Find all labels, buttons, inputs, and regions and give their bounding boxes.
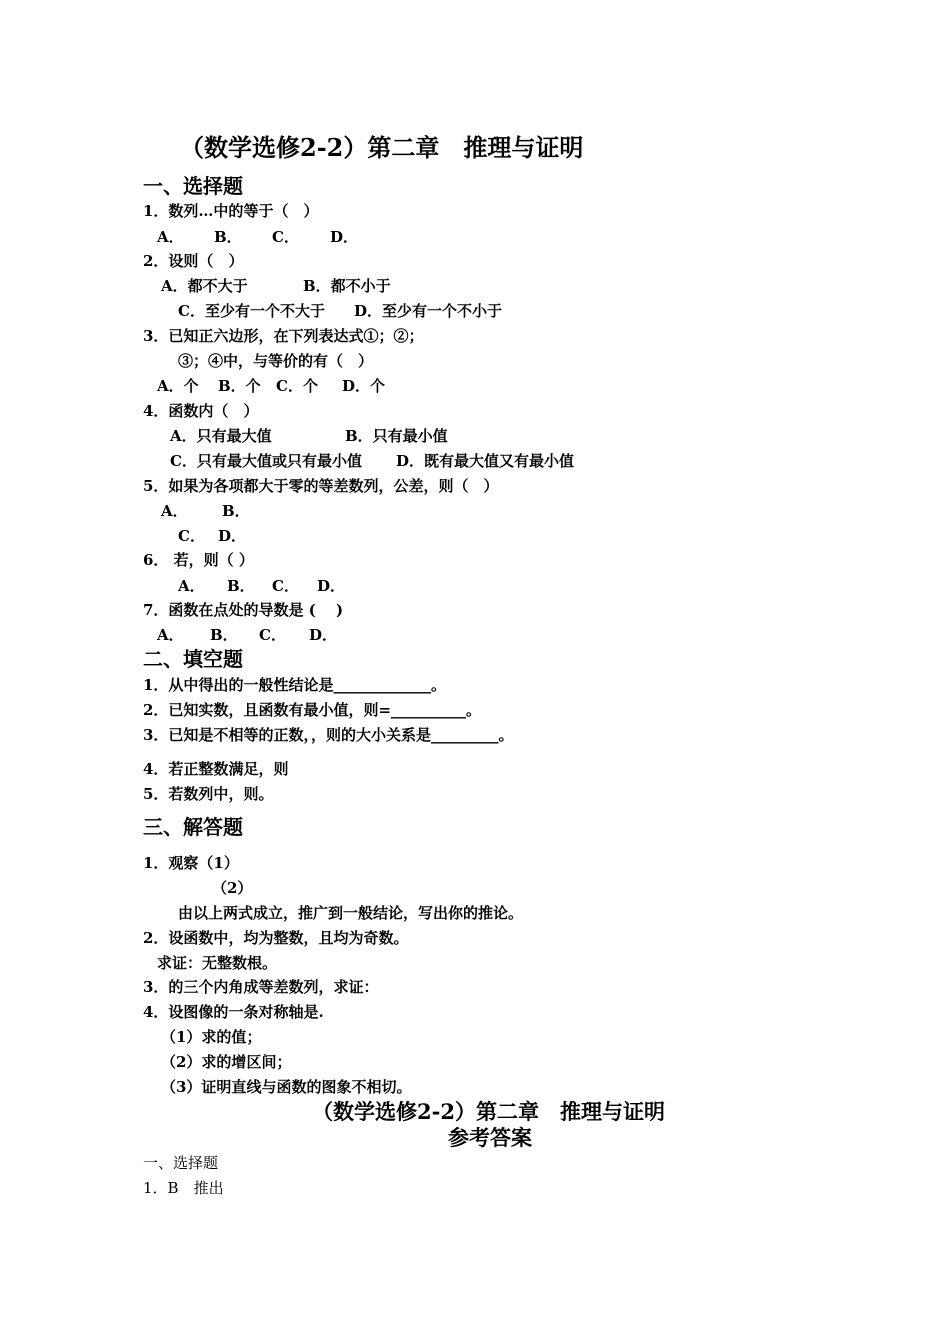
q2-option-a: A．都不大于 xyxy=(161,277,248,295)
q4-option-b: B．只有最小值 xyxy=(345,427,448,445)
q4-option-c: C．只有最大值或只有最小值 xyxy=(170,452,362,470)
q1-option-d: D． xyxy=(330,228,359,246)
q4-option-a: A．只有最大值 xyxy=(170,427,272,445)
q6-option-d: D． xyxy=(317,577,346,595)
answer-1: 1．B 推出 xyxy=(143,1179,224,1197)
page-title: （数学选修2-2）第二章 推理与证明 xyxy=(180,133,584,162)
q7-option-b: B． xyxy=(210,626,238,644)
section-heading-fill: 二、填空题 xyxy=(143,647,243,671)
q2-stem: 2．设则（ ） xyxy=(143,252,244,270)
solve-q1-part2: （2） xyxy=(212,879,253,897)
q6-stem: 6． 若，则（ ） xyxy=(143,551,254,569)
q7-option-d: D． xyxy=(309,626,338,644)
q5-option-d: D． xyxy=(218,527,247,545)
answers-subtitle: 参考答案 xyxy=(448,1125,532,1150)
q3-option-c: C．个 xyxy=(276,377,318,395)
solve-q1: 1．观察（1） xyxy=(143,854,239,872)
q3-option-a: A．个 xyxy=(157,377,199,395)
section-heading-choice: 一、选择题 xyxy=(143,174,243,198)
solve-q4-part1: （1）求的值； xyxy=(161,1028,262,1046)
q1-option-a: A． xyxy=(157,228,184,246)
solve-q3: 3．的三个内角成等差数列，求证： xyxy=(143,978,379,996)
q5-option-a: A． xyxy=(161,502,188,520)
q1-option-b: B． xyxy=(214,228,242,246)
q6-option-a: A． xyxy=(178,577,205,595)
solve-q2-proof: 求证：无整数根。 xyxy=(157,954,278,972)
q2-option-b: B．都不小于 xyxy=(303,277,391,295)
solve-q2: 2．设函数中，均为整数，且均为奇数。 xyxy=(143,929,409,947)
q1-stem: 1．数列…中的等于（ ） xyxy=(143,202,319,220)
q2-option-d: D．至少有一个不小于 xyxy=(354,302,503,320)
fill-q5: 5．若数列中，则。 xyxy=(143,785,274,803)
answers-section-heading: 一、选择题 xyxy=(143,1154,219,1172)
fill-q1: 1．从中得出的一般性结论是_____________。 xyxy=(143,676,446,694)
q7-option-c: C． xyxy=(259,626,286,644)
solve-q1-conclusion: 由以上两式成立，推广到一般结论，写出你的推论。 xyxy=(178,904,524,922)
q3-option-b: B．个 xyxy=(218,377,261,395)
answers-title: （数学选修2-2）第二章 推理与证明 xyxy=(312,1099,665,1124)
q6-option-c: C． xyxy=(272,577,299,595)
q1-option-c: C． xyxy=(272,228,299,246)
q3-stem: 3．已知正六边形，在下列表达式①；②； xyxy=(143,327,424,345)
q3-stem-cont: ③；④中，与等价的有（ ） xyxy=(178,352,374,370)
solve-q4-part3: （3）证明直线与函数的图象不相切。 xyxy=(161,1078,412,1096)
q6-option-b: B． xyxy=(227,577,255,595)
fill-q4: 4．若正整数满足，则 xyxy=(143,760,289,778)
q7-option-a: A． xyxy=(157,626,184,644)
q5-option-c: C． xyxy=(178,527,205,545)
fill-q2: 2．已知实数，且函数有最小值，则=__________。 xyxy=(143,701,482,719)
fill-q3: 3．已知是不相等的正数，，则的大小关系是_________。 xyxy=(143,726,514,744)
q4-stem: 4．函数内（ ） xyxy=(143,402,259,420)
q4-option-d: D．既有最大值又有最小值 xyxy=(396,452,575,470)
q3-option-d: D．个 xyxy=(342,377,386,395)
q5-stem: 5．如果为各项都大于零的等差数列，公差，则（ ） xyxy=(143,477,499,495)
q7-stem: 7．函数在点处的导数是 ( ) xyxy=(143,601,344,619)
solve-q4-part2: （2）求的增区间； xyxy=(161,1053,292,1071)
q5-option-b: B． xyxy=(222,502,250,520)
solve-q4: 4．设图像的一条对称轴是. xyxy=(143,1003,324,1021)
section-heading-solve: 三、解答题 xyxy=(143,815,243,839)
q2-option-c: C．至少有一个不大于 xyxy=(178,302,325,320)
